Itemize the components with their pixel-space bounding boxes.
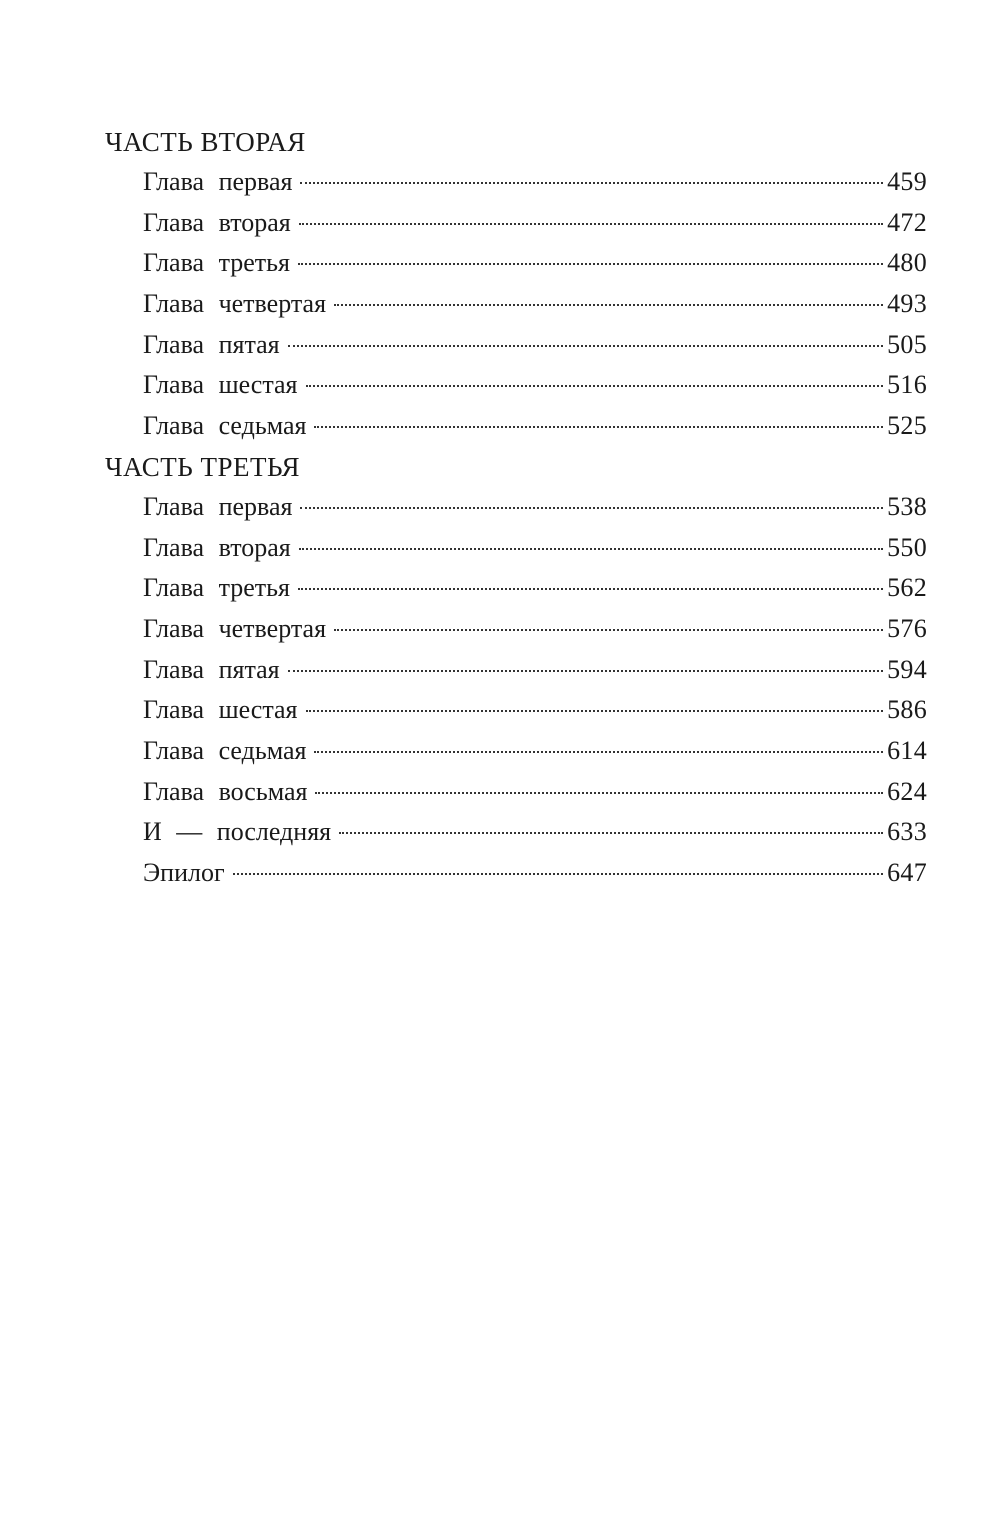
entry-page-number: 562 (887, 573, 927, 603)
dot-leader (314, 751, 883, 753)
dot-leader (300, 507, 883, 509)
entry-page-number: 550 (887, 532, 927, 562)
entry-label: Глава третья (143, 573, 290, 603)
entry-page-number: 594 (887, 654, 927, 684)
entry-page-number: 480 (887, 248, 927, 278)
toc-entry[interactable] (143, 772, 927, 813)
toc-entry[interactable] (143, 284, 927, 325)
toc-entry[interactable] (143, 690, 927, 731)
table-of-contents (105, 122, 927, 894)
part-heading: ЧАСТЬ ТРЕТЬЯ (105, 451, 301, 482)
entry-page-number: 459 (887, 167, 927, 196)
dot-leader (314, 426, 883, 428)
entry-label: Глава восьмая (143, 776, 308, 806)
toc-entry[interactable] (143, 162, 927, 203)
entry-label: Глава четвертая (143, 289, 327, 319)
toc-entry[interactable] (143, 406, 927, 447)
entry-label: И — последняя (143, 817, 332, 847)
toc-entry[interactable] (143, 325, 927, 366)
entry-page-number: 472 (887, 207, 927, 237)
toc-entry[interactable] (143, 203, 927, 244)
entry-label: Глава седьмая (143, 735, 307, 765)
entry-page-number: 493 (887, 289, 927, 319)
dot-leader (334, 629, 883, 631)
entry-page-number: 586 (887, 695, 927, 725)
dot-leader (306, 710, 884, 712)
entry-page-number: 614 (887, 735, 927, 765)
entry-page-number: 538 (887, 491, 927, 521)
entry-label: Эпилог (143, 858, 225, 887)
dot-leader (334, 304, 883, 306)
entry-label: Глава седьмая (143, 411, 307, 441)
entry-label: Глава первая (143, 167, 293, 196)
entry-label: Глава третья (143, 248, 290, 278)
toc-entry[interactable] (143, 812, 927, 853)
entry-page-number: 576 (887, 613, 927, 643)
entry-page-number: 647 (887, 858, 927, 887)
entry-page-number: 525 (887, 411, 927, 441)
dot-leader (298, 588, 883, 590)
dot-leader (339, 832, 883, 834)
dot-leader (306, 385, 884, 387)
dot-leader (300, 182, 883, 184)
entry-page-number: 505 (887, 329, 927, 359)
dot-leader (315, 792, 883, 794)
entry-label: Глава вторая (143, 532, 291, 562)
toc-entry[interactable] (143, 650, 927, 691)
part-three-section (105, 447, 927, 894)
toc-entry[interactable] (143, 365, 927, 406)
part-two-section (105, 122, 927, 447)
dot-leader (299, 548, 883, 550)
toc-entry[interactable] (143, 609, 927, 650)
part-heading: ЧАСТЬ ВТОРАЯ (105, 127, 306, 157)
toc-entry[interactable] (143, 568, 927, 609)
toc-entry[interactable] (143, 731, 927, 772)
entry-label: Глава шестая (143, 370, 298, 400)
dot-leader (298, 263, 883, 265)
dot-leader (288, 345, 883, 347)
entry-label: Глава четвертая (143, 613, 327, 643)
toc-entry[interactable] (143, 487, 927, 528)
entry-page-number: 624 (887, 776, 927, 806)
entry-page-number: 516 (887, 370, 927, 400)
dot-leader (233, 873, 883, 875)
entry-label: Глава пятая (143, 654, 280, 684)
dot-leader (299, 223, 883, 225)
toc-entry[interactable] (143, 853, 927, 894)
entry-label: Глава вторая (143, 207, 291, 237)
entry-page-number: 633 (887, 817, 927, 847)
entry-label: Глава пятая (143, 329, 280, 359)
toc-entry[interactable] (143, 528, 927, 569)
dot-leader (288, 670, 883, 672)
entry-label: Глава первая (143, 491, 293, 521)
toc-entry[interactable] (143, 243, 927, 284)
entry-label: Глава шестая (143, 695, 298, 725)
